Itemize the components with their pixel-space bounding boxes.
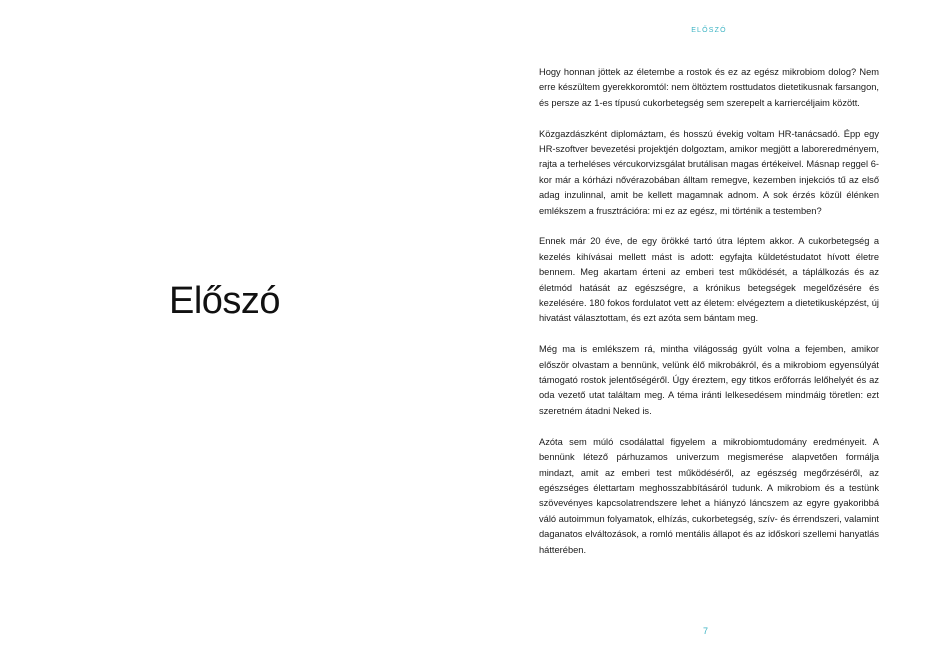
paragraph-5: Azóta sem múló csodálattal figyelem a mikrobiomtudomány eredményeit. A bennünk létező párhuzamos univerzum megismerése alapvetően formálja mindazt, amit az emberi test működéséről, az egészség megőrzéséről, az egészséges élettartam meghosszabbításáról tudunk. A mikrobiom és a testünk szövevényes kapcsolatrendszere lehet a hiányzó láncszem az egyre gyakoribbá váló autoimmun folyamatok, elhízás, cukorbetegség, szív- és érrendszeri, valamint daganatos elváltozások, a romló mentális állapot és az időskori szellemi hanyatlás hátterében. bbox=[539, 436, 880, 555]
page-number: 7 bbox=[703, 626, 709, 636]
right-page bbox=[467, 0, 935, 666]
running-header: ELŐSZÓ bbox=[691, 27, 727, 34]
paragraph-4: Még ma is emlékszem rá, mintha világosság gyúlt volna a fejemben, amikor először olvastam a bennünk, velünk élő mikrobákról, és a mikrobiom egyensúlyát támogató rostok jelentőségéről. Úgy éreztem, egy titkos erőforrás lelőhelyét és az oda vezető utat találtam meg. A téma iránti lelkesedésem mindmáig töretlen: ezt szeretném átadni Neked is. bbox=[539, 344, 879, 416]
left-page bbox=[0, 0, 467, 666]
chapter-title: Előszó bbox=[169, 280, 281, 322]
body-text bbox=[539, 65, 879, 558]
paragraph-1: Hogy honnan jöttek az életembe a rostok és ez az egész mikrobiom dolog? Nem erre készültem gyerekkoromtól: nem öltöztem rosttudatos dietetikusnak farsangon, és persze az 1-es típusú cukorbetegség sem szerepelt a karriercéljaim között. bbox=[539, 67, 880, 108]
paragraph-2: Közgazdászként diplomáztam, és hosszú évekig voltam HR-tanácsadó. Épp egy HR-szoftver bevezetési projektjén dolgoztam, amikor megjött a laboreredményem, rajta a terheléses vércukorvizsgálat brutálisan magas értékeivel. Másnap reggel 6-kor már a kórházi nővérazobában álltam remegve, kezemben injekciós tű az első adag inzulinnal, amit be kellett magamnak adnom. A sok érzés közül élénken emlékszem a frusztrációra: mi ez az egész, mi történik a testemben? bbox=[539, 128, 879, 216]
paragraph-3: Ennek már 20 éve, de egy örökké tartó útra léptem akkor. A cukorbetegség a kezelés kihívásai mellett mást is adott: egyfajta küldetéstudatot hívott életre bennem. Meg akartam érteni az emberi test működését, a táplálkozás és az életmód hatását az egészségre, a krónikus betegségek megelőzésére és kezelésére. 180 fokos fordulatot vett az életem: elvégeztem a dietetikusképzést, új hivatást választottam, és ezt azóta sem bántam meg. bbox=[539, 236, 879, 324]
